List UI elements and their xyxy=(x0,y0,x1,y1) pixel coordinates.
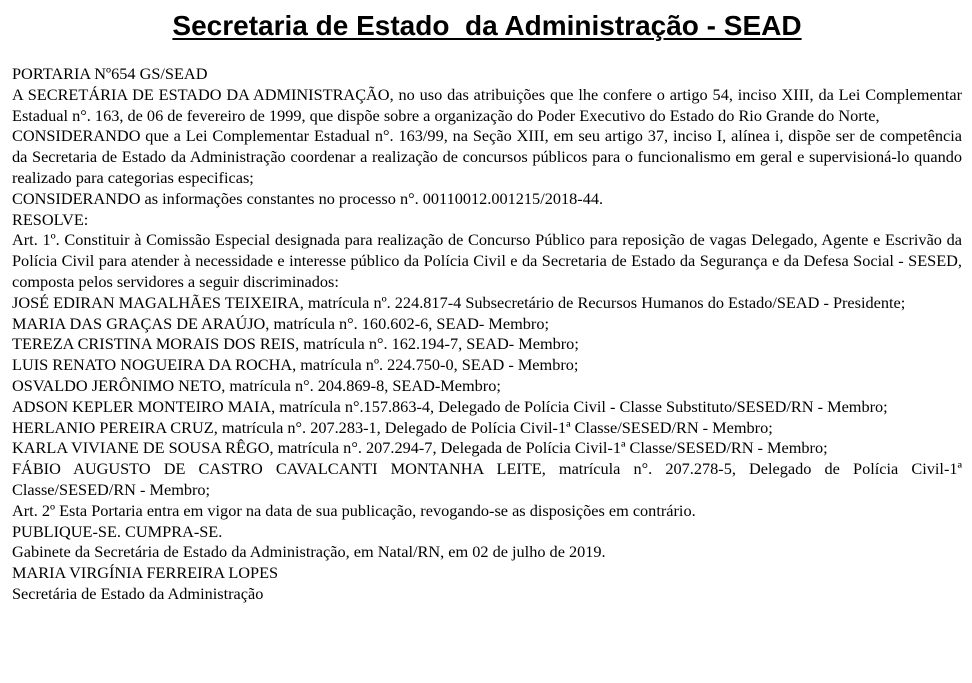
document-body xyxy=(12,64,962,605)
signatory-name: MARIA VIRGÍNIA FERREIRA LOPES xyxy=(12,563,279,583)
article-1-paragraph: Art. 1º. Constituir à Comissão Especial designada para realização de Concurso Público para reposição de vagas Delegado, Agente e Escrivão da Polícia Civil para atender à necessidade e interesse público da Polícia Civil e da Secretaria de Estado da Segurança e da Defesa Social - SESED, composta pelos servidores a seguir discriminados: xyxy=(12,230,962,291)
preamble-paragraph: A SECRETÁRIA DE ESTADO DA ADMINISTRAÇÃO, no uso das atribuições que lhe confere o artigo 54, inciso XIII, da Lei Complementar Estadual n°. 163, de 06 de fevereiro de 1999, que dispõe sobre a organização do Poder Executivo do Estado do Rio Grande do Norte, xyxy=(12,84,962,125)
member-list xyxy=(12,293,962,501)
member-item: FÁBIO AUGUSTO DE CASTRO CAVALCANTI MONTANHA LEITE, matrícula n°. 207.278-5, Delegado de Polícia Civil-1ª Classe/SESED/RN - Membro; xyxy=(12,459,962,499)
considerando-paragraph: CONSIDERANDO que a Lei Complementar Estadual n°. 163/99, na Seção XIII, em seu artigo 37, inciso I, alínea i, dispõe ser de competência da Secretaria de Estado da Administração coordenar a realização de concursos públicos para o funcionalismo em geral e supervisioná-lo quando realizado para categorias especificas; xyxy=(12,126,962,187)
member-item: JOSÉ EDIRAN MAGALHÃES TEIXEIRA, matrícula nº. 224.817-4 Subsecretário de Recursos Humanos do Estado/SEAD - Presidente; xyxy=(12,292,906,312)
publique-line: PUBLIQUE-SE. CUMPRA-SE. xyxy=(12,521,223,541)
signatory-title: Secretária de Estado da Administração xyxy=(12,583,264,603)
member-item: OSVALDO JERÔNIMO NETO, matrícula n°. 204.869-8, SEAD-Membro; xyxy=(12,375,501,395)
resolve-heading: RESOLVE: xyxy=(12,209,89,229)
member-item: ADSON KEPLER MONTEIRO MAIA, matrícula n°.157.863-4, Delegado de Polícia Civil - Classe Substituto/SESED/RN - Membro; xyxy=(12,396,888,416)
member-item: KARLA VIVIANE DE SOUSA RÊGO, matrícula n°. 207.294-7, Delegada de Polícia Civil-1ª Classe/SESED/RN - Membro; xyxy=(12,438,828,458)
page-title: Secretaria de Estado da Administração - SEAD xyxy=(172,10,802,41)
member-item: TEREZA CRISTINA MORAIS DOS REIS, matrícula n°. 162.194-7, SEAD- Membro; xyxy=(12,334,579,354)
portaria-number: PORTARIA Nº654 GS/SEAD xyxy=(12,64,208,83)
member-item: HERLANIO PEREIRA CRUZ, matrícula n°. 207.283-1, Delegado de Polícia Civil-1ª Classe/SESED/RN - Membro; xyxy=(12,417,773,437)
member-item: MARIA DAS GRAÇAS DE ARAÚJO, matrícula n°. 160.602-6, SEAD- Membro; xyxy=(12,313,550,333)
article-2-paragraph: Art. 2º Esta Portaria entra em vigor na data de sua publicação, revogando-se as disposições em contrário. xyxy=(12,500,696,520)
member-item: LUIS RENATO NOGUEIRA DA ROCHA, matrícula nº. 224.750-0, SEAD - Membro; xyxy=(12,355,579,375)
considerando-paragraph: CONSIDERANDO as informações constantes no processo n°. 00110012.001215/2018-44. xyxy=(12,188,604,208)
gabinete-line: Gabinete da Secretária de Estado da Administração, em Natal/RN, em 02 de julho de 2019. xyxy=(12,542,606,562)
